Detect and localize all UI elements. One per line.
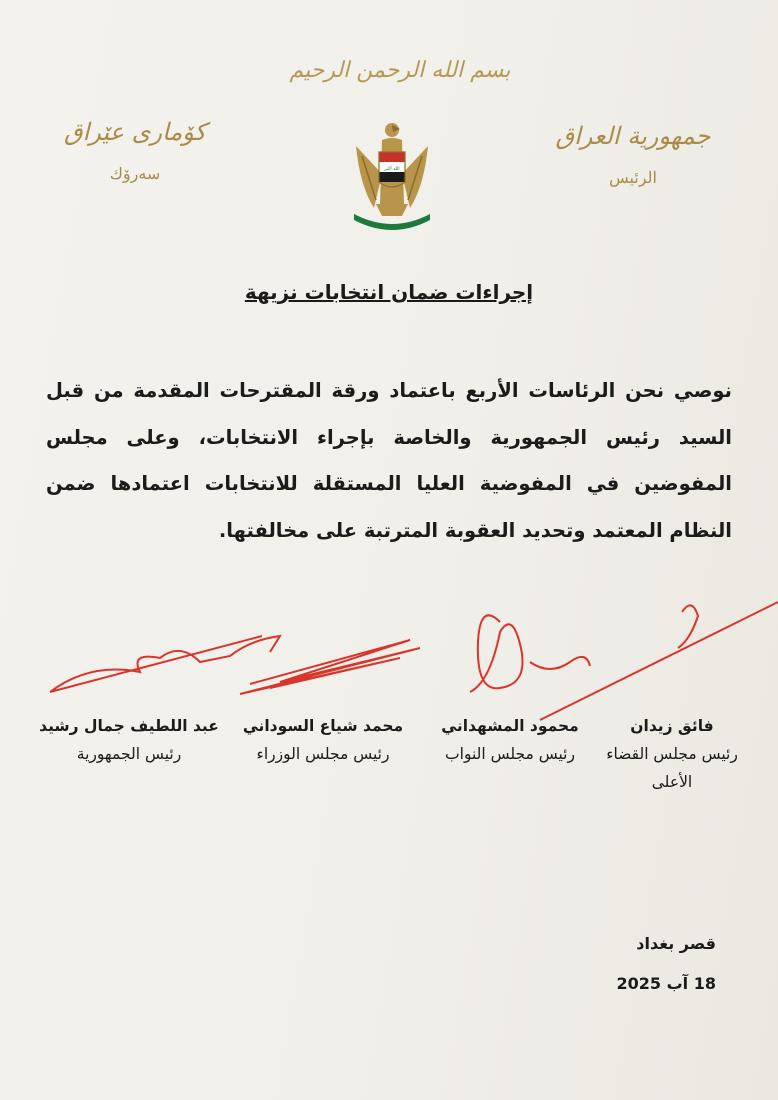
signature-zaidan <box>540 602 778 720</box>
emblem-text: الله أكبر <box>384 167 400 172</box>
basmala: بسم الله الرحمن الرحيم <box>289 58 511 83</box>
signer-name: محمد شياع السوداني <box>242 717 404 735</box>
document-title: إجراءات ضمان انتخابات نزيهة <box>244 280 534 304</box>
signer-position: رئيس مجلس الوزراء <box>256 745 390 763</box>
header-left <box>40 118 230 183</box>
signatures-area <box>30 592 778 722</box>
signer-name: فائق زيدان <box>630 717 714 735</box>
signer-zaidan <box>602 712 742 796</box>
signer-sudani <box>238 712 408 768</box>
signer-position: رئيس الجمهورية <box>76 745 182 763</box>
president-label: الرئيس <box>609 168 657 187</box>
signer-name: عبد اللطيف جمال رشيد <box>39 717 219 735</box>
signer-position: رئيس مجلس النواب <box>445 745 575 763</box>
president-label-kurdish: سەرۆك <box>109 164 161 183</box>
signer-position: رئيس مجلس القضاء الأعلى <box>606 745 738 791</box>
eagle-emblem-icon <box>346 116 438 232</box>
document-body: نوصي نحن الرئاسات الأربع باعتماد ورقة المقترحات المقدمة من قبل السيد رئيس الجمهورية والخاصة بإجراء الانتخابات، وعلى مجلس المفوضين في المفوضية العليا المستقلة للانتخابات اعتمادها ضمن النظام المعتمد وتحديد العقوبة المترتبة على مخالفتها. <box>46 379 732 542</box>
signature-sudani <box>240 640 420 694</box>
signer-rashid <box>36 712 222 768</box>
signature-mashhadani <box>470 615 590 692</box>
header-right <box>528 122 738 187</box>
republic-title: جمهورية العراق <box>555 122 711 150</box>
issue-date: 18 آب 2025 <box>616 974 716 993</box>
signer-mashhadani <box>430 712 590 768</box>
issue-place: قصر بغداد <box>636 934 716 953</box>
republic-title-kurdish: كۆماری عێراق <box>63 118 207 146</box>
signature-rashid <box>50 636 280 692</box>
signer-name: محمود المشهداني <box>441 717 579 735</box>
